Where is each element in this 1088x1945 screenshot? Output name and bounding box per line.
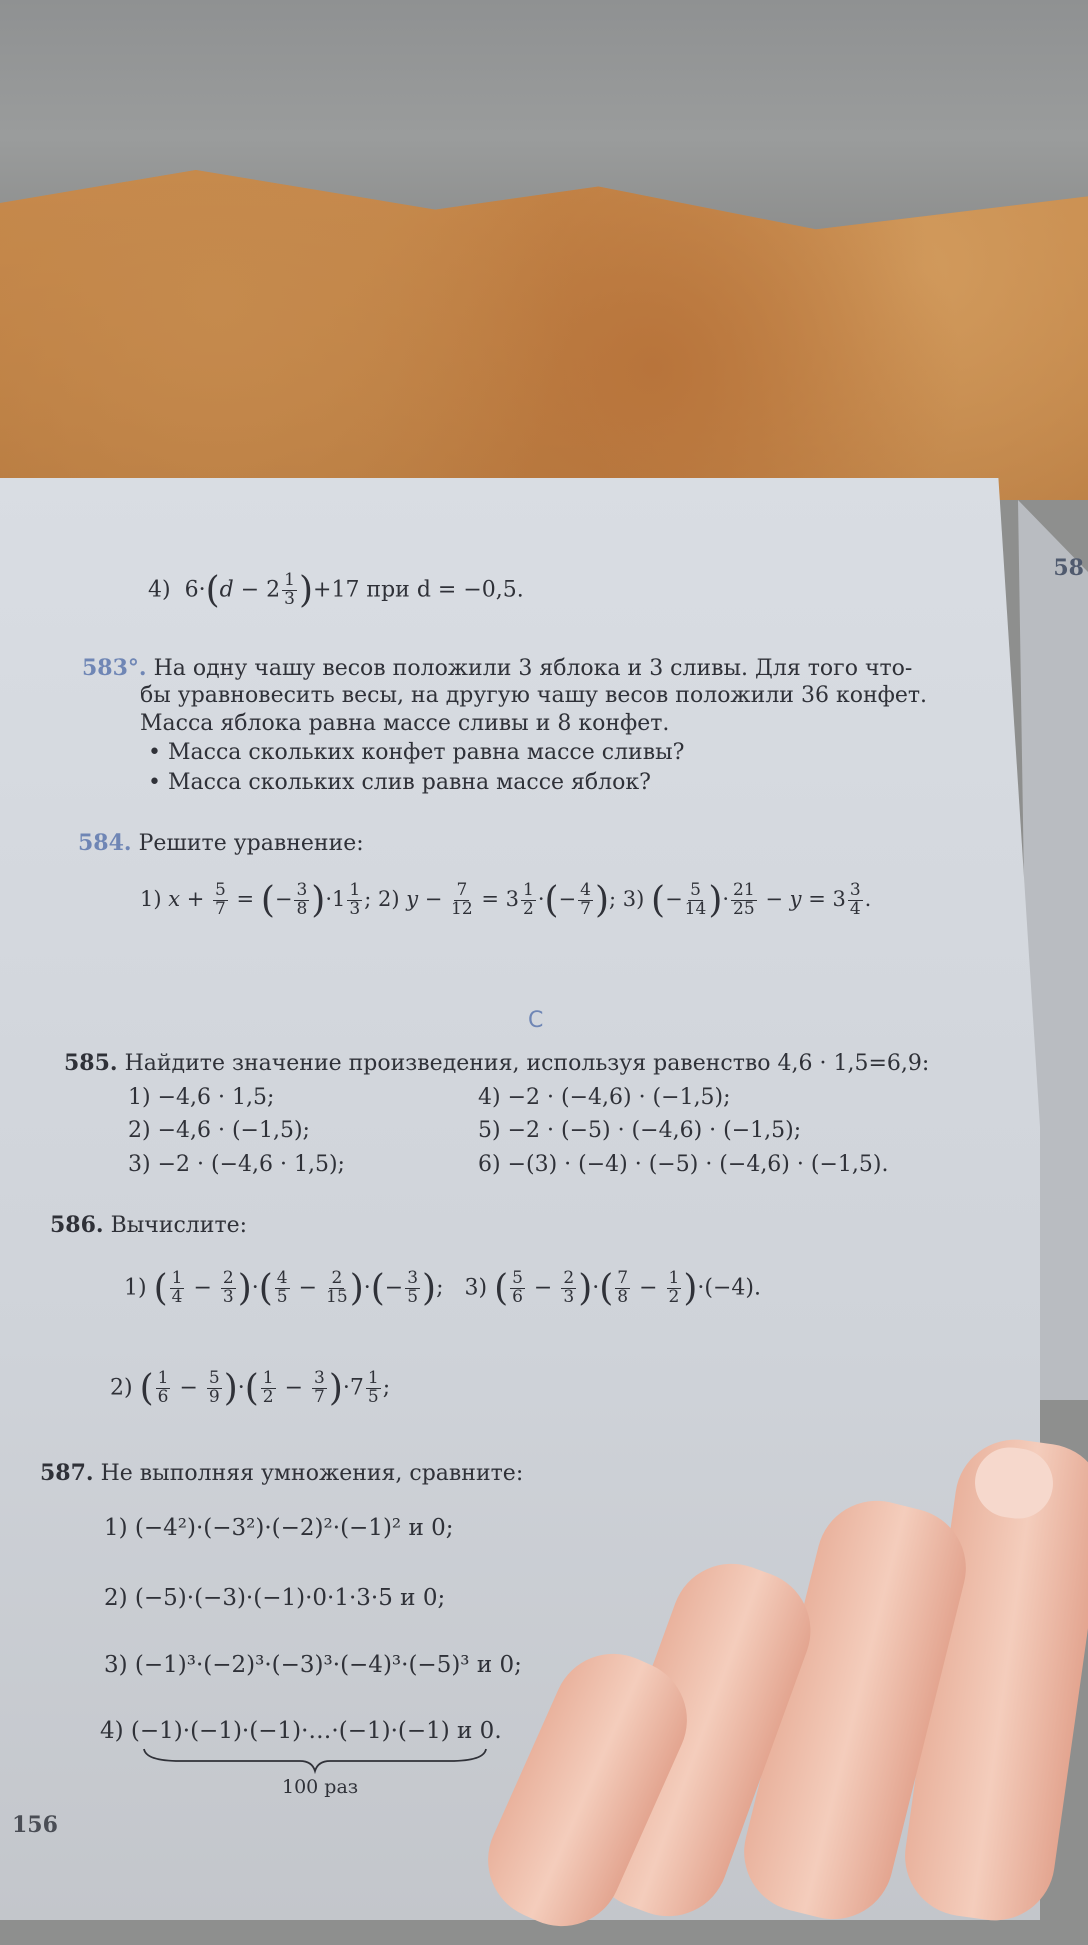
exercise-583-bullet2: • Масса скольких слив равна массе яблок? xyxy=(148,770,651,795)
exercise-586-title: 586. Вычислите: xyxy=(50,1212,248,1238)
exercise-587-item1: 1) (−4²)·(−3²)·(−2)²·(−1)² и 0; xyxy=(104,1515,454,1541)
exercise-583-line3: Масса яблока равна массе сливы и 8 конфет. xyxy=(140,711,670,736)
section-letter: C xyxy=(528,1008,544,1033)
page-number: 156 xyxy=(12,1812,58,1838)
exercise-584-equations: 1) x + $\frac{5}{7}$ = (− $\frac{3}{8}$ )·1 $\frac{1}{3}$ ; 2) y − $\frac{7}{12}$ = 3 $\frac{1}{2}$ ·(− $\frac{4}{7}$ ); 3) (− $\frac{5}{14}$ )· $\frac{21}{25}$ − y = 3 $\frac{3}{4}$ . xyxy=(140,880,872,921)
exercise-587-item4: 4) (−1)·(−1)·(−1)·…·(−1)·(−1) и 0. xyxy=(100,1718,502,1744)
exercise-583-bullet1: • Масса скольких конфет равна массе сливы? xyxy=(148,740,685,765)
exercise-587-item2: 2) (−5)·(−3)·(−1)·0·1·3·5 и 0; xyxy=(104,1585,446,1611)
underbrace xyxy=(140,1745,490,1775)
exercise-583-line1: 583°. На одну чашу весов положили 3 яблока и 3 сливы. Для того что- xyxy=(82,655,913,681)
exercise-585-item6: 6) −(3) · (−4) · (−5) · (−4,6) · (−1,5). xyxy=(478,1152,889,1177)
exercise-585-item3: 3) −2 · (−4,6 · 1,5); xyxy=(128,1152,345,1177)
exercise-587-item3: 3) (−1)³·(−2)³·(−3)³·(−4)³·(−5)³ и 0; xyxy=(104,1652,522,1678)
next-page-number: 58 xyxy=(1053,555,1084,581)
exercise-586-item1-3: 1) ( $\frac{1}{4}$ − $\frac{2}{3}$ )·( $\frac{4}{5}$ − $\frac{2}{15}$ )·(− $\frac{3}{5}$ ); 3) ( $\frac{5}{6}$ − $\frac{2}{3}$ )·( $\frac{7}{8}$ − $\frac{1}{2}$ )·(−4). xyxy=(124,1268,761,1309)
exercise-585-item4: 4) −2 · (−4,6) · (−1,5); xyxy=(478,1085,731,1110)
prev-item-4: 4) 6·(d − 2 $\frac{1}{3}$ )+17 при d = −0,5. xyxy=(148,570,524,611)
underbrace-label: 100 раз xyxy=(282,1776,359,1798)
exercise-583-line2: бы уравновесить весы, на другую чашу весов положили 36 конфет. xyxy=(140,683,928,708)
background-carpet xyxy=(0,170,1088,500)
exercise-585-item5: 5) −2 · (−5) · (−4,6) · (−1,5); xyxy=(478,1118,802,1143)
exercise-585-item1: 1) −4,6 · 1,5; xyxy=(128,1085,275,1110)
exercise-585-title: 585. Найдите значение произведения, используя равенство 4,6 · 1,5=6,9: xyxy=(64,1050,930,1076)
exercise-587-title: 587. Не выполняя умножения, сравните: xyxy=(40,1460,524,1486)
exercise-584-title: 584. Решите уравнение: xyxy=(78,830,364,856)
exercise-585-item2: 2) −4,6 · (−1,5); xyxy=(128,1118,310,1143)
exercise-586-item2: 2) ( $\frac{1}{6}$ − $\frac{5}{9}$ )·( $\frac{1}{2}$ − $\frac{3}{7}$ )·7 $\frac{1}{5}$ ; xyxy=(110,1368,391,1409)
